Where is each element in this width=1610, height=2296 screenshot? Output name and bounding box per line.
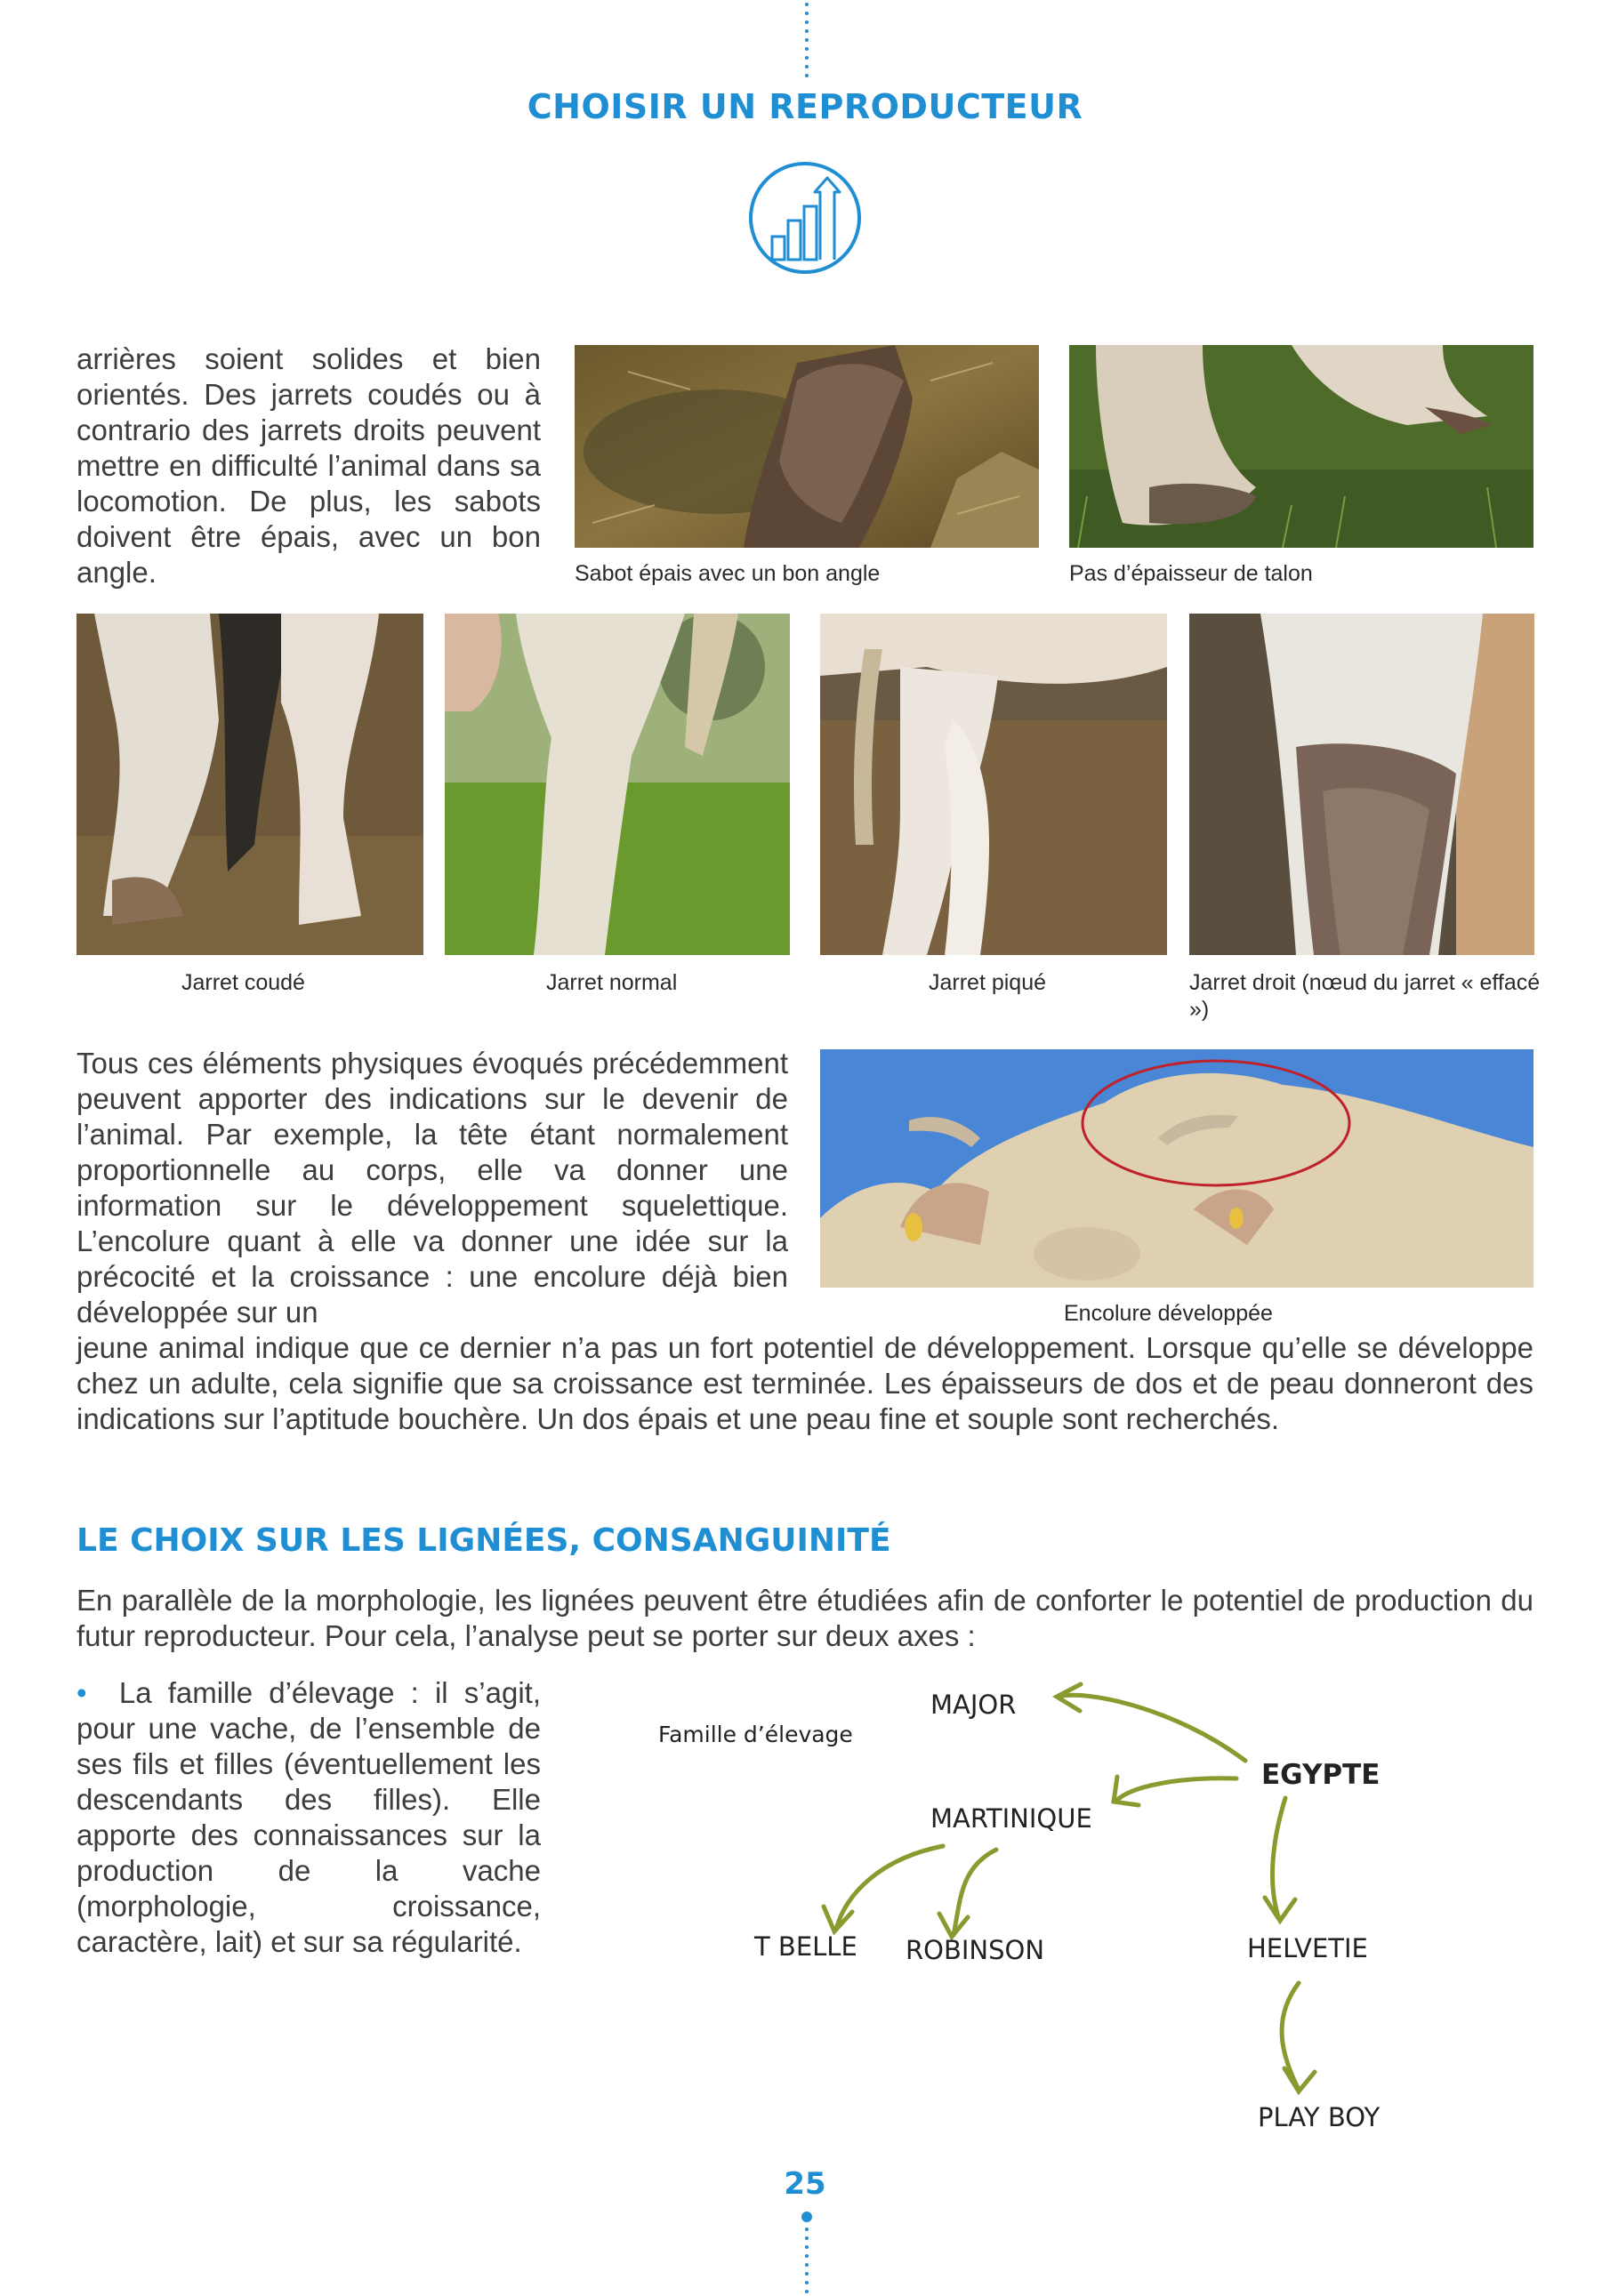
intro-paragraph: arrières soient solides et bien orientés. Des jarrets coudés ou à contrario des jarrets droits peuvent mettre en difficulté l’animal dans sa locomotion. De plus, les sabots doivent être épais, avec un bon angle. [76, 342, 541, 589]
arrow-martinique-robinson [954, 1850, 996, 1935]
section-intro: En parallèle de la morphologie, les lignées peuvent être étudiées afin de conforter le potentiel de production du futur reproducteur. Pour cela, l’analyse peut se porter sur deux axes : [76, 1584, 1534, 1652]
arrowhead-helvetie [1265, 1898, 1295, 1921]
photo-hock-bent [76, 614, 423, 955]
caption-hock-sickle: Jarret piqué [929, 970, 1047, 995]
node-martinique: MARTINIQUE [930, 1803, 1092, 1834]
body-paragraph-part1: Tous ces éléments physiques évoqués précédemment peuvent apporter des indications sur le devenir de l’animal. Par exemple, la tête étant normalement proportionnelle au corps, elle va donner une information sur le développement squelettique. L’encolure quant à elle va donner une idée sur la précocité et la croissance : une encolure déjà bien développée sur un [76, 1047, 788, 1329]
bullet-item [76, 1675, 541, 1960]
arrow-egypte-helvetie [1273, 1798, 1285, 1919]
arrowhead-playboy [1284, 2068, 1315, 2091]
arrowhead-major [1057, 1684, 1081, 1711]
photo-hock-sickle [820, 614, 1167, 955]
caption-hock-straight: Jarret droit (nœud du jarret « effacé ») [1189, 970, 1541, 1022]
family-tree-label: Famille d’élevage [658, 1722, 853, 1747]
node-tbelle: T BELLE [754, 1931, 857, 1962]
section-title: LE CHOIX SUR LES LIGNÉES, CONSANGUINITÉ [76, 1522, 891, 1559]
caption-hock-normal: Jarret normal [546, 970, 678, 995]
arrow-martinique-tbelle [836, 1846, 943, 1930]
photo-hock-normal [445, 614, 790, 955]
photo-thick-hoof [575, 345, 1039, 548]
arrow-egypte-major [1059, 1695, 1245, 1761]
node-robinson: ROBINSON [906, 1935, 1045, 1965]
family-tree-diagram [623, 1672, 1566, 2152]
bullet-dot: • [76, 1676, 87, 1709]
photo-hock-straight [1189, 614, 1534, 955]
arrow-egypte-martinique [1116, 1778, 1236, 1801]
photo-thin-heel [1069, 345, 1534, 548]
node-helvetie: HELVETIE [1247, 1933, 1368, 1963]
caption-thick-hoof: Sabot épais avec un bon angle [575, 561, 881, 586]
bullet-text: La famille d’élevage : il s’agit, pour une vache, de l’ensemble de ses fils et filles (éventuellement les descendants des filles). Elle apporte des connaissances sur la production de la vache (morphologie, croissance, caractère, lait) et sur sa régularité. [76, 1676, 541, 1958]
caption-thin-heel: Pas d’épaisseur de talon [1069, 561, 1313, 586]
page-title: CHOISIR UN REPRODUCTEUR [527, 87, 1083, 126]
photo-developed-neck [820, 1049, 1534, 1288]
growth-chart-icon [747, 160, 863, 276]
caption-developed-neck: Encolure développée [1064, 1301, 1273, 1326]
top-dotted-line [803, 0, 810, 80]
node-playboy: PLAY BOY [1258, 2102, 1381, 2132]
node-major: MAJOR [930, 1690, 1017, 1720]
page-number: 25 [784, 2166, 826, 2202]
bottom-dotted-line [803, 2209, 810, 2296]
caption-hock-bent: Jarret coudé [181, 970, 305, 995]
node-egypte: EGYPTE [1261, 1759, 1381, 1791]
body-paragraph-part2: jeune animal indique que ce dernier n’a pas un fort potentiel de développement. Lorsque qu’elle se développe chez un adulte, cela signifie que sa croissance est terminée. Les épaisseurs de dos et de peau donneront des indications sur l’aptitude bouchère. Un dos épais et une peau fine et souple sont recherchés. [76, 1331, 1534, 1435]
